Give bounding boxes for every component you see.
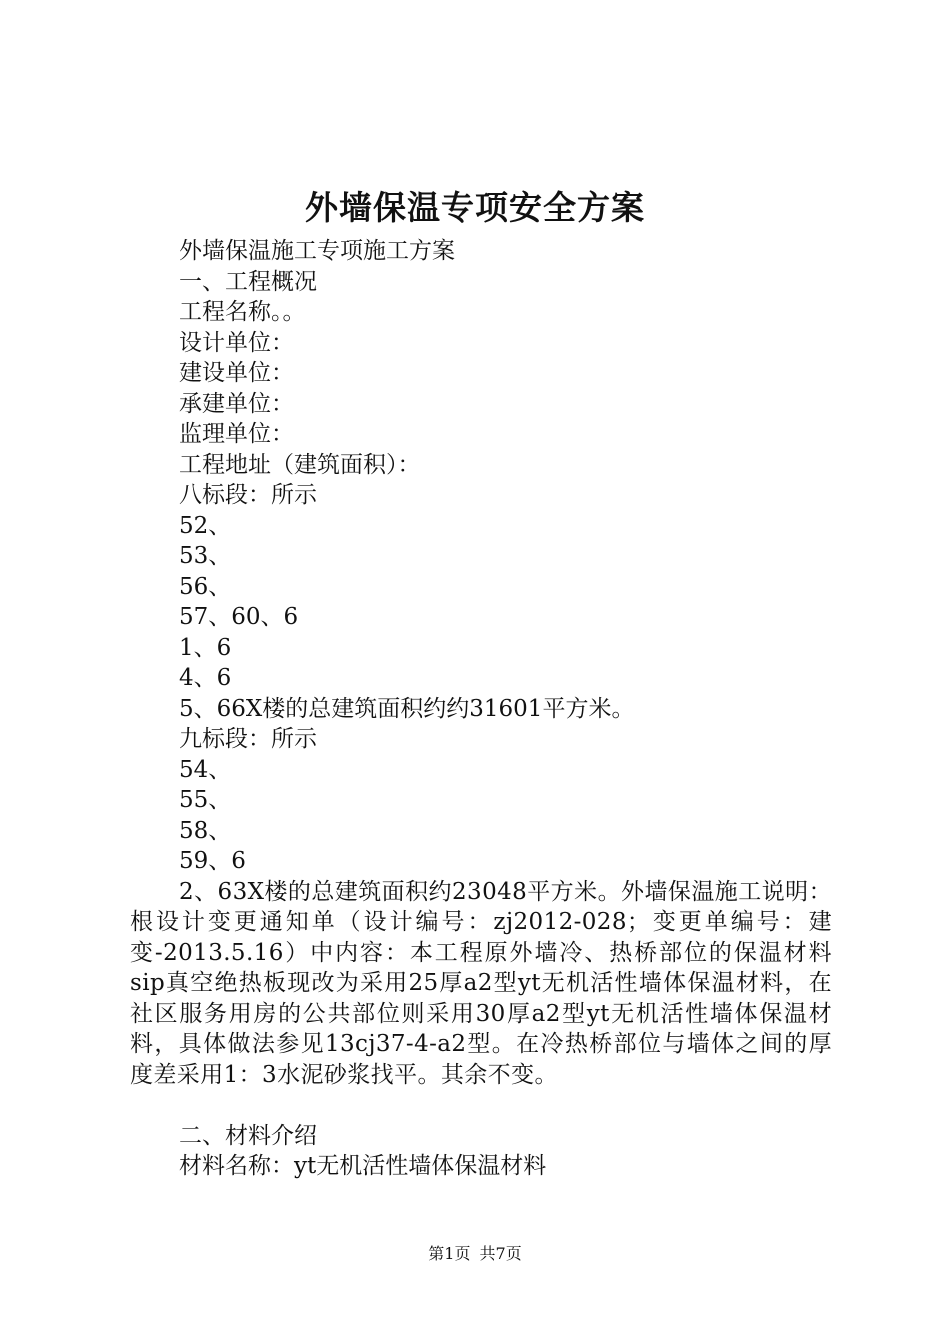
page-total: 共7页 [479, 1244, 522, 1263]
text-line: 1、6 [179, 634, 232, 661]
paragraph-spacer [130, 1090, 832, 1121]
text-line: 工程地址（建筑面积）： [179, 451, 421, 478]
text-line: 5、66X楼的总建筑面积约约31601平方米。 [179, 695, 635, 722]
text-line: 设计单位： [179, 329, 294, 356]
text-line: 57、60、6 [179, 604, 299, 630]
section-heading: 二、材料介绍 [179, 1122, 317, 1149]
text-line: 八标段：所示 [179, 482, 317, 508]
document-body [130, 236, 832, 1182]
text-line: 59、6 [179, 848, 246, 874]
text-line: 工程名称。。 [179, 299, 306, 325]
page-footer [0, 1242, 950, 1266]
text-line: 监理单位： [179, 421, 294, 447]
text-line: 52、 [179, 512, 232, 539]
subtitle-line: 外墙保温施工专项施工方案 [179, 238, 455, 264]
text-line: 53、 [179, 543, 232, 569]
text-line: 54、 [179, 756, 232, 783]
document-title: 外墙保温专项安全方案 [305, 188, 645, 227]
body-paragraph: 2、63X楼的总建筑面积约23048平方米。外墙保温施工说明：根设计变更通知单（设计编号：zj2012-028；变更单编号：建变-2013.5.16）中内容：本工程原外墙冷、热桥部位的保温材料sip真空绝热板现改为采用25厚a2型yt无机活性墙体保温材料，在社区服务用房的公共部位则采用30厚a2型yt无机活性墙体保温材料，具体做法参见13cj37-4-a2型。在冷热桥部位与墙体之间的厚度差采用1：3水泥砂浆找平。其余不变。 [130, 878, 832, 1088]
text-line: 材料名称：yt无机活性墙体保温材料 [179, 1153, 547, 1179]
text-line: 承建单位： [179, 390, 294, 417]
text-line: 58、 [179, 817, 232, 844]
page-number: 第1页 [428, 1244, 471, 1263]
text-line: 建设单位： [179, 360, 294, 386]
section-heading: 一、工程概况 [179, 268, 317, 295]
text-line: 4、6 [179, 665, 232, 691]
text-line: 56、 [179, 573, 232, 600]
text-line: 九标段：所示 [179, 726, 317, 752]
text-line: 55、 [179, 787, 232, 813]
